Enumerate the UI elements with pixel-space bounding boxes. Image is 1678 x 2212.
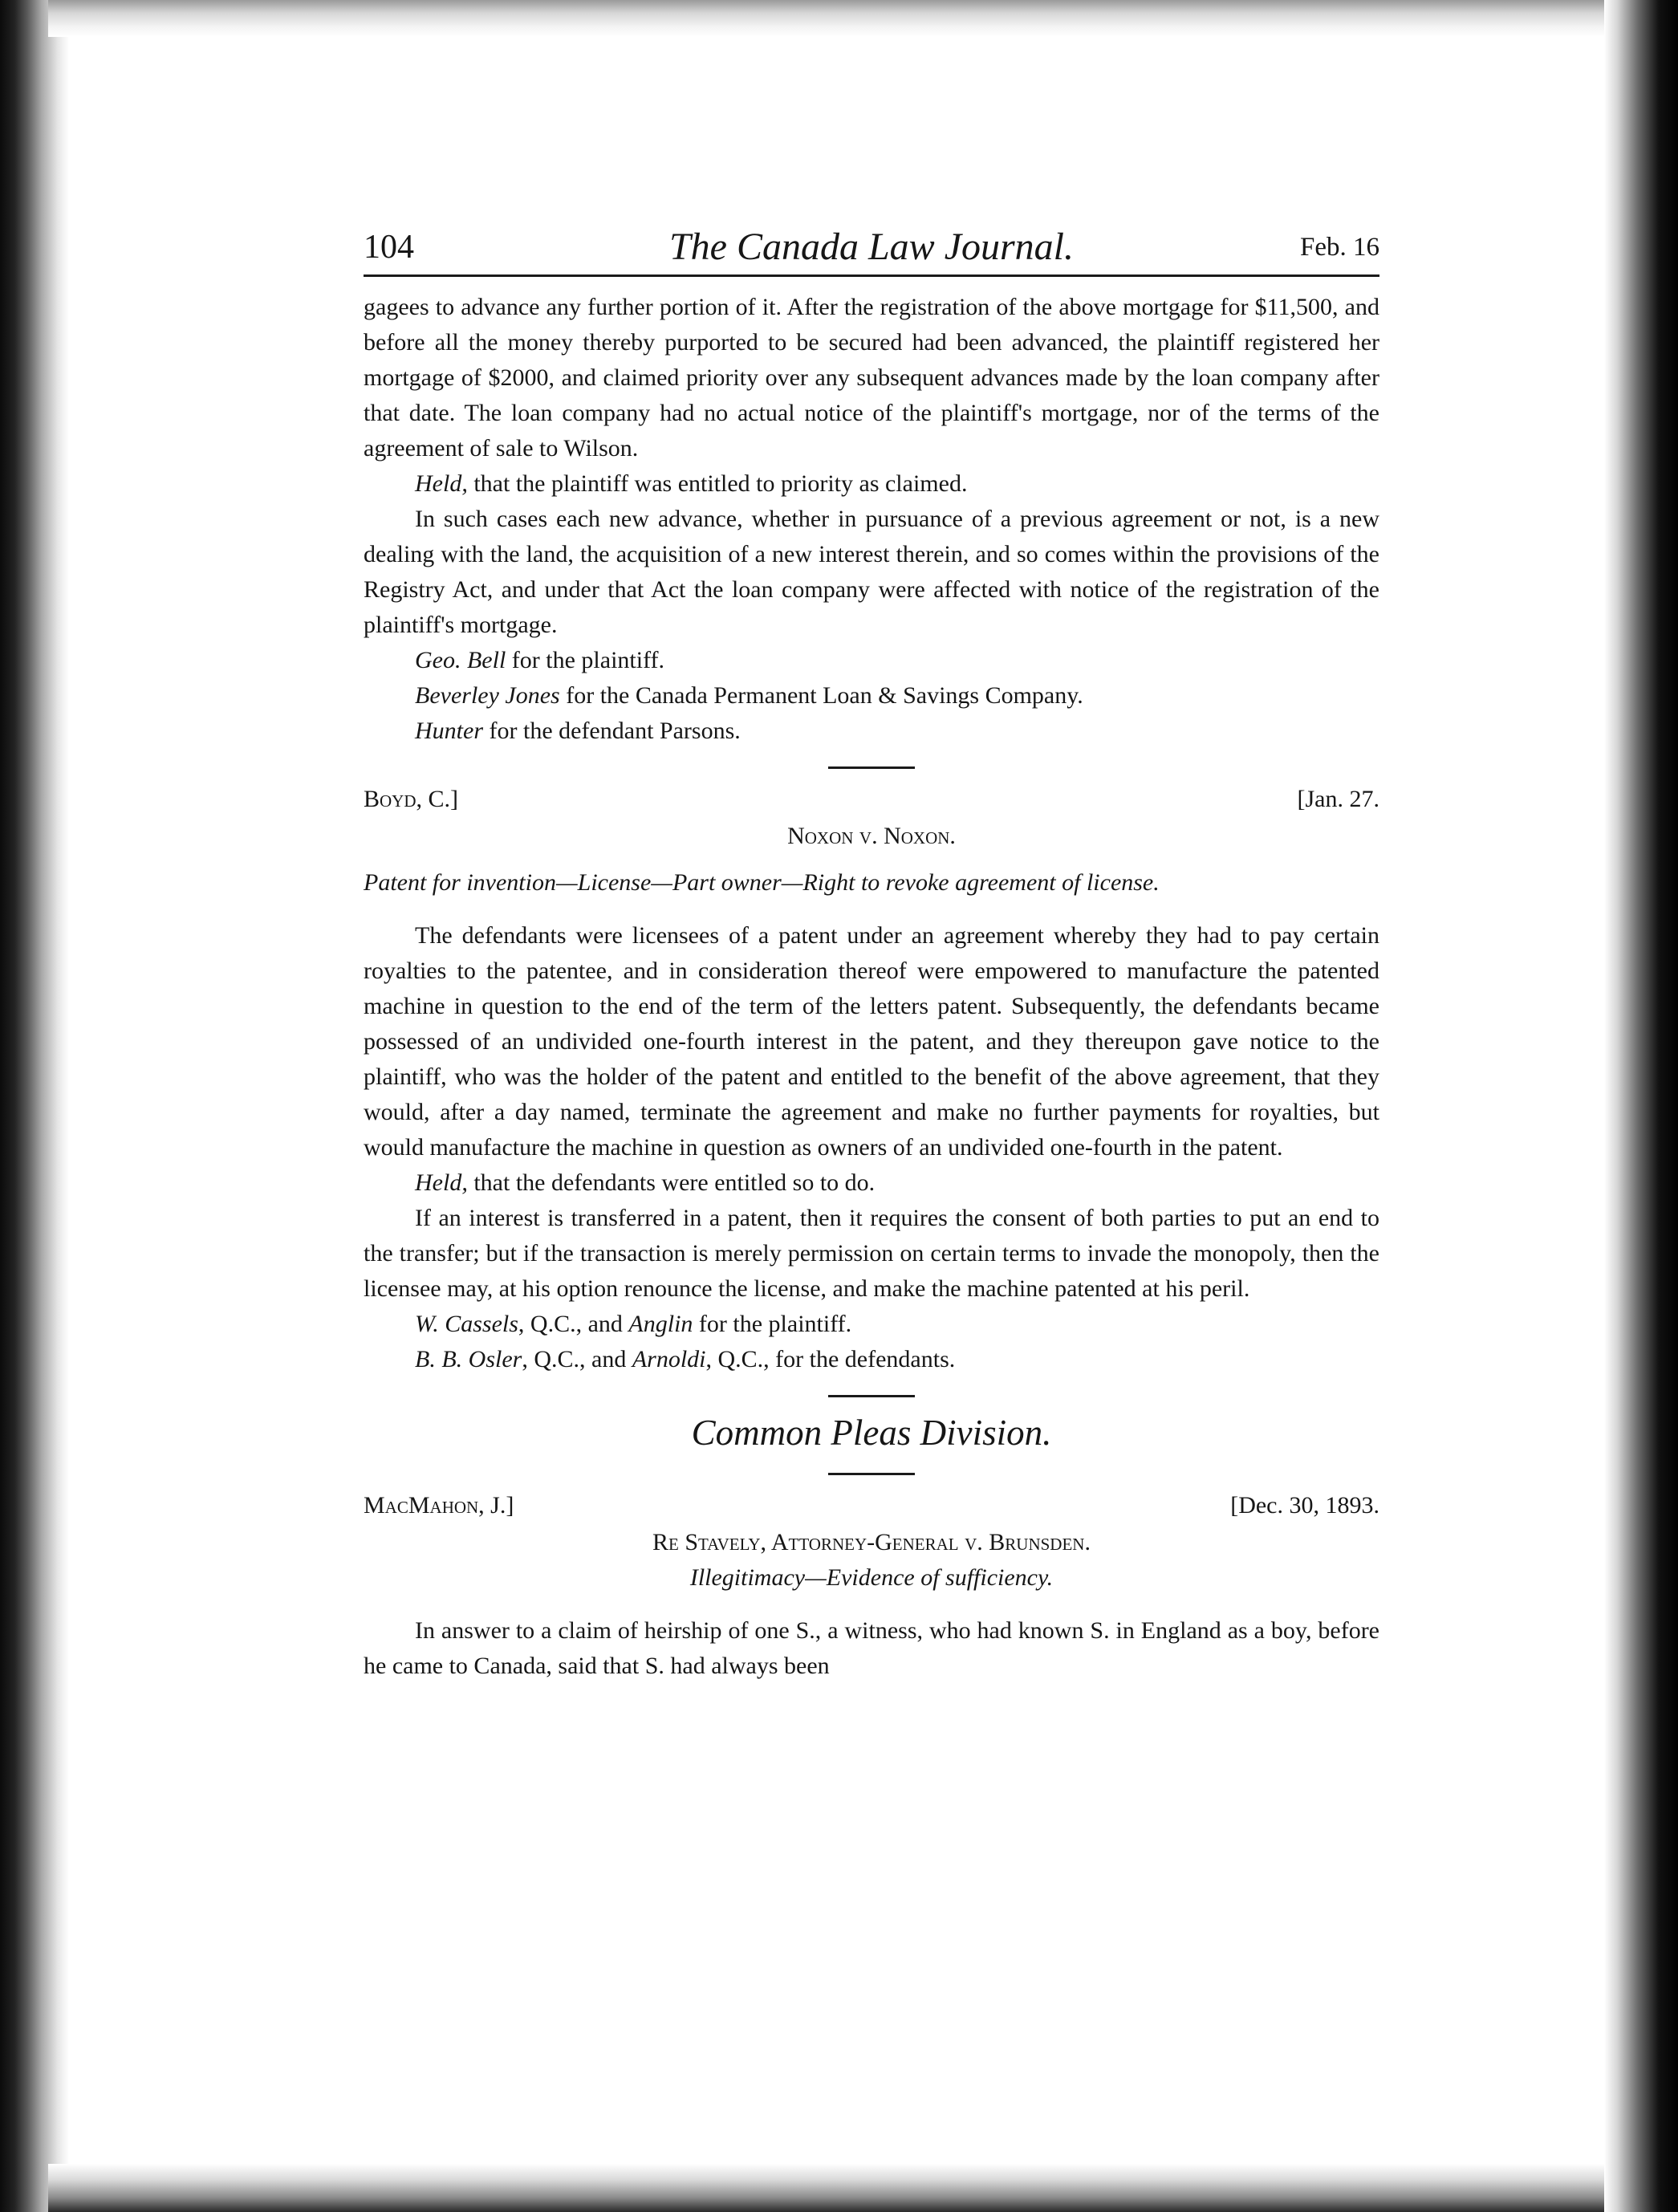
case2-holding	[364, 1165, 1379, 1201]
running-head	[364, 225, 1379, 271]
case3-title: Re Stavely, Attorney-General v. Brunsden.	[652, 1529, 1091, 1555]
case3-paragraph-1: In answer to a claim of heirship of one S., a witness, who had known S. in England as a boy, before he came to Canada, said that S. had always been	[364, 1617, 1379, 1679]
case2-header	[364, 782, 1379, 819]
header-rule	[364, 274, 1379, 277]
counsel-name: Arnoldi	[632, 1346, 706, 1372]
counsel-text: for the defendant Parsons.	[483, 718, 741, 744]
case3-header	[364, 1488, 1379, 1525]
section-rule	[828, 766, 915, 769]
held-word: Held,	[415, 470, 468, 497]
counsel-name: Beverley Jones	[415, 682, 560, 709]
journal-title: The Canada Law Journal.	[668, 226, 1075, 268]
case1-paragraph-2: In such cases each new advance, whether in pursuance of a previous agreement or not, is a new dealing with the land, the acquisition of a new interest therein, and so comes within the provisions of the Registry Act, and under that Act the loan company were affected with notice of the registration of the plaintiff's mortgage.	[364, 506, 1379, 638]
case1-counsel-3	[364, 714, 1379, 749]
case1-paragraph-1: gagees to advance any further portion of it. After the registration of the above mortgage for $11,500, and before all the money thereby purported to be secured had been advanced, the plaintiff registered her mortgage of $2000, and claimed priority over any subsequent advances made by the loan company after that date. The loan company had no actual notice of the plaintiff's mortgage, nor of the terms of the agreement of sale to Wilson.	[364, 294, 1379, 462]
counsel-name: Hunter	[415, 718, 483, 744]
case1-counsel-1	[364, 643, 1379, 678]
page-body	[364, 290, 1379, 1684]
journal-page	[364, 225, 1379, 1684]
case1-holding	[364, 466, 1379, 502]
case2-catchwords: Patent for invention—License—Part owner—Right to revoke agreement of license.	[364, 869, 1160, 896]
scan-edge-right	[1604, 0, 1678, 2212]
held-text: that the plaintiff was entitled to priority as claimed.	[467, 470, 968, 497]
case3-catchwords: Illegitimacy—Evidence of sufficiency.	[689, 1564, 1054, 1591]
case2-judge: Boyd, C.]	[364, 786, 459, 812]
counsel-text: , Q.C., and	[522, 1346, 632, 1372]
held-word: Held,	[415, 1169, 468, 1196]
division-heading: Common Pleas Division.	[691, 1413, 1052, 1453]
case3-date: [Dec. 30, 1893.	[1230, 1492, 1379, 1519]
case2-counsel-2	[364, 1342, 1379, 1377]
page-number: 104	[364, 229, 414, 266]
counsel-name: Anglin	[628, 1311, 693, 1337]
case3-judge: MacMahon, J.]	[364, 1492, 514, 1519]
section-rule	[828, 1473, 915, 1475]
scan-edge-top	[48, 0, 1678, 37]
scan-edge-bottom	[48, 2164, 1678, 2212]
case2-paragraph-2: If an interest is transferred in a patent, then it requires the consent of both parties to put an end to the transfer; but if the transaction is merely permission on certain terms to invade the monopoly, then the licensee may, at his option renounce the license, and make the machine patented at his peril.	[364, 1205, 1379, 1302]
held-text: that the defendants were entitled so to do.	[467, 1169, 876, 1196]
counsel-name: B. B. Osler	[415, 1346, 522, 1372]
counsel-text: for the Canada Permanent Loan & Savings Company.	[559, 682, 1083, 709]
counsel-text: for the plaintiff.	[693, 1311, 852, 1337]
issue-date: Feb. 16	[1300, 233, 1379, 262]
case2-counsel-1	[364, 1307, 1379, 1342]
scan-edge-left	[0, 0, 69, 2212]
case1-counsel-2	[364, 678, 1379, 714]
case2-date: [Jan. 27.	[1297, 786, 1379, 812]
case2-title: Noxon v. Noxon.	[787, 823, 956, 849]
counsel-text: for the plaintiff.	[506, 647, 665, 673]
section-rule	[828, 1395, 915, 1397]
counsel-text: , Q.C., and	[518, 1311, 629, 1337]
case2-paragraph-1: The defendants were licensees of a patent under an agreement whereby they had to pay certain royalties to the patentee, and in consideration thereof were empowered to manufacture the patented machine in question to the end of the term of the letters patent. Subsequently, the defendants became possessed of an undivided one-fourth interest in the patent, and they thereupon gave notice to the plaintiff, who was the holder of the patent and entitled to the benefit of the above agreement, that they would, after a day named, terminate the agreement and make no further payments for royalties, but would manufacture the machine in question as owners of an undivided one-fourth in the patent.	[364, 922, 1379, 1161]
counsel-text: , Q.C., for the defendants.	[705, 1346, 956, 1372]
counsel-name: W. Cassels	[415, 1311, 518, 1337]
counsel-name: Geo. Bell	[415, 647, 506, 673]
